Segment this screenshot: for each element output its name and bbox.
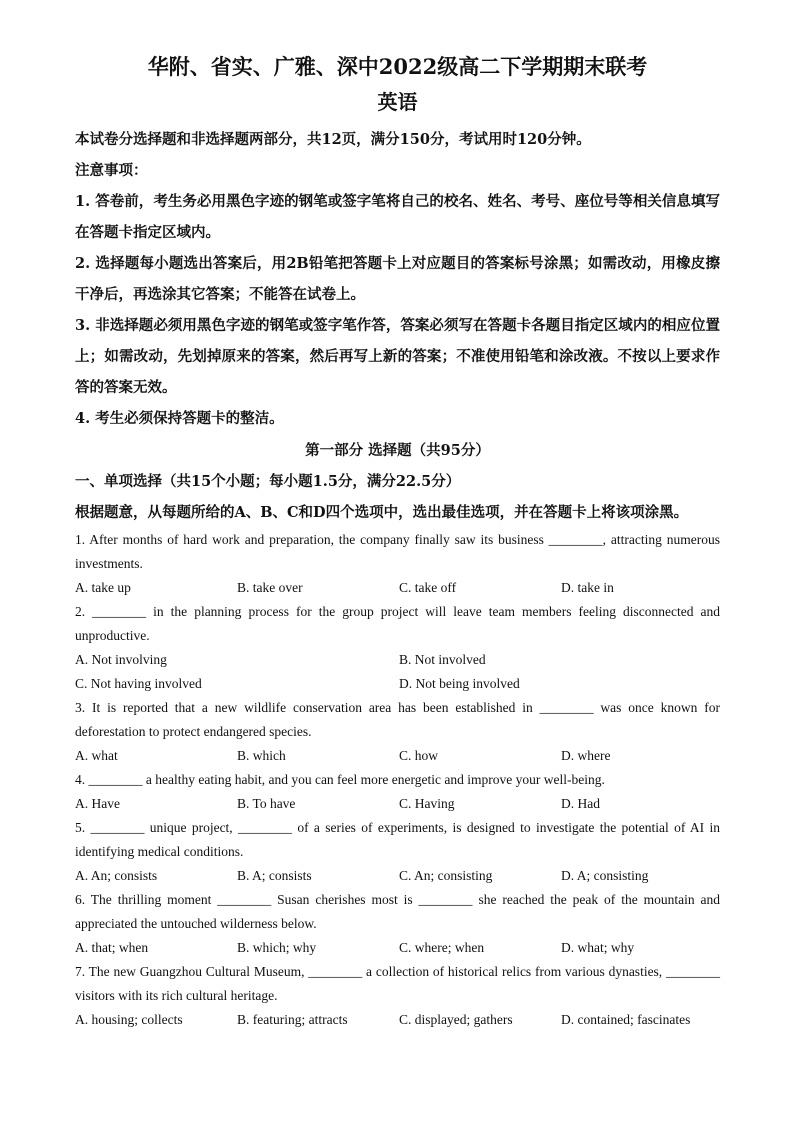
option-d: D. take in xyxy=(561,580,614,595)
option-d: D. Not being involved xyxy=(399,676,520,691)
exam-subject: 英语 xyxy=(377,90,418,114)
question-stem: 4. ________ a healthy eating habit, and you can feel more energetic and improve your well-being. xyxy=(75,772,605,787)
option-d: D. Had xyxy=(561,796,600,811)
notice-heading: 注意事项： xyxy=(75,162,148,179)
question-stem: 2. ________ in the planning process for the group project will leave team members feeling disconnected and unproductive. xyxy=(75,604,720,643)
option-c: C. take off xyxy=(399,580,457,595)
option-c: C. displayed; gathers xyxy=(399,1012,513,1027)
option-c: C. Not having involved xyxy=(75,676,202,691)
question-stem: 3. It is reported that a new wildlife conservation area has been established in ________ was once known for deforestation to protect endangered species. xyxy=(75,700,720,739)
notice-item: 2. 选择题每小题选出答案后，用2B铅笔把答题卡上对应题目的答案标号涂黑；如需改动，用橡皮擦干净后，再选涂其它答案；不能答在试卷上。 xyxy=(75,255,720,303)
option-d: D. where xyxy=(561,748,611,763)
notice-item: 1. 答卷前，考生务必用黑色字迹的钢笔或签字笔将自己的校名、姓名、考号、座位号等相关信息填写在答题卡指定区域内。 xyxy=(75,193,720,241)
section-instructions: 根据题意，从每题所给的A、B、C和D四个选项中，选出最佳选项，并在答题卡上将该项涂黑。 xyxy=(75,504,689,521)
exam-intro: 本试卷分选择题和非选择题两部分，共12页，满分150分，考试用时120分钟。 xyxy=(75,131,591,148)
option-c: C. where; when xyxy=(399,940,485,955)
option-c: C. Having xyxy=(399,796,455,811)
question-stem: 5. ________ unique project, ________ of a series of experiments, is designed to investigate the potential of AI in identifying medical conditions. xyxy=(75,820,720,859)
question-stem: 1. After months of hard work and preparation, the company finally saw its business ________, attracting numerous investments. xyxy=(75,532,720,571)
option-b: B. Not involved xyxy=(399,652,486,667)
notice-item: 4. 考生必须保持答题卡的整洁。 xyxy=(75,410,284,427)
option-d: D. A; consisting xyxy=(561,868,649,883)
question-stem: 7. The new Guangzhou Cultural Museum, ________ a collection of historical relics from various dynasties, ________ visitors with its rich cultural heritage. xyxy=(75,964,720,1003)
question-options xyxy=(75,744,720,768)
exam-title: 华附、省实、广雅、深中2022级高二下学期期末联考 xyxy=(147,54,648,79)
option-b: B. which; why xyxy=(237,940,317,955)
option-a: A. that; when xyxy=(75,940,149,955)
option-a: A. Have xyxy=(75,796,120,811)
question-options xyxy=(75,1008,720,1032)
question-options xyxy=(75,576,720,600)
option-a: A. Not involving xyxy=(75,652,167,667)
question-stem: 6. The thrilling moment ________ Susan cherishes most is ________ she reached the peak of the mountain and appreciated the untouched wilderness below. xyxy=(75,892,720,931)
option-a: A. what xyxy=(75,748,118,763)
notice-item: 3. 非选择题必须用黑色字迹的钢笔或签字笔作答，答案必须写在答题卡各题目指定区域内的相应位置上；如需改动，先划掉原来的答案，然后再写上新的答案；不准使用铅笔和涂改液。不按以上要求作答的答案无效。 xyxy=(75,317,720,396)
option-a: A. An; consists xyxy=(75,868,158,883)
option-d: D. contained; fascinates xyxy=(561,1012,691,1027)
question-list xyxy=(75,528,720,1032)
option-b: B. take over xyxy=(237,580,303,595)
option-c: C. An; consisting xyxy=(399,868,493,883)
option-a: A. housing; collects xyxy=(75,1012,183,1027)
part-one-title: 第一部分 选择题（共95分） xyxy=(305,442,490,459)
option-d: D. what; why xyxy=(561,940,635,955)
question-options xyxy=(75,648,720,672)
option-b: B. featuring; attracts xyxy=(237,1012,348,1027)
question-options xyxy=(75,864,720,888)
option-b: B. To have xyxy=(237,796,296,811)
option-c: C. how xyxy=(399,748,439,763)
question-options xyxy=(75,936,720,960)
question-options xyxy=(75,672,720,696)
section-title: 一、单项选择（共15个小题；每小题1.5分，满分22.5分） xyxy=(75,473,461,490)
option-a: A. take up xyxy=(75,580,131,595)
option-b: B. A; consists xyxy=(237,868,312,883)
option-b: B. which xyxy=(237,748,286,763)
question-options xyxy=(75,792,720,816)
